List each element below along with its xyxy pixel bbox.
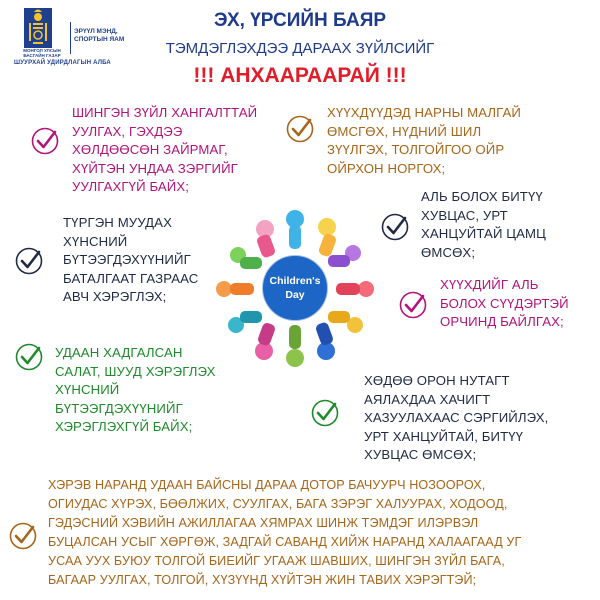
tip-line: БУЦАЛСАН УСЫГ ХӨРГӨЖ, ЗАДГАЙ САВАНД ХИЙЖ НАРАНД ХАЛААГААД УГ bbox=[48, 535, 522, 549]
tip-line: ХАЗУУЛАХААС СЭРГИЙЛЭХ, bbox=[364, 410, 549, 425]
childrens-day-illustration bbox=[210, 205, 380, 370]
tip-line: ГЭДЭСНИЙ ХЭВИЙН АЖИЛЛАГАА ХЯМРАХ ШИНЖ ТЭМДЭГ ИЛЭРВЭЛ bbox=[48, 516, 479, 530]
tip-line: ХҮНСНИЙ bbox=[55, 382, 120, 397]
tip-line: ХҮЙТЭН УНДАА ЗЭРГИЙГ bbox=[72, 160, 238, 176]
check-icon bbox=[310, 398, 340, 428]
tip-line: ХАНЦУЙТАЙ ЦАМЦ bbox=[421, 226, 546, 241]
tip-line: ОГИУДАС ХҮРЭХ, БӨӨЛЖИХ, СУУЛГАХ, БАГА ЗЭРЭГ ХАЛУУРАХ, ХОДООД, bbox=[48, 497, 508, 511]
tip-stored-salad bbox=[55, 344, 215, 437]
page-subtitle: ТЭМДЭГЛЭХДЭЭ ДАРААХ ЗҮЙЛСИЙГ bbox=[165, 40, 435, 57]
tip-line: ЗҮҮЛГЭХ, ТОЛГОЙГОО ОЙР bbox=[327, 142, 505, 157]
tip-line: АЯЛАХДАА ХАЧИГТ bbox=[364, 391, 491, 407]
logo-right-line2: СПОРТЫН ЯАМ bbox=[74, 35, 125, 43]
tip-line: ХУВЦАС, УРТ bbox=[421, 207, 508, 223]
tip-food-safety bbox=[63, 214, 198, 307]
tip-line: БАГААР УУЛГАХ, ТОЛГОЙ, ХҮЗҮҮНД ХҮЙТЭН ЖИН ТАВИХ ХЭРЭГТЭЙ; bbox=[48, 573, 477, 587]
tip-line: БАТАЛГААТ ГАЗРААС bbox=[63, 270, 199, 286]
center-label-line2: Day bbox=[285, 289, 305, 301]
tip-line: ХУВЦАС ӨМСӨХ; bbox=[364, 447, 477, 462]
soyombo-emblem-icon bbox=[24, 8, 52, 48]
tip-line: УУЛГАХГҮЙ БАЙХ; bbox=[72, 179, 190, 194]
tip-line: БҮТЭЭГДЭХҮҮНИЙГ bbox=[63, 252, 191, 267]
center-label-line1: Children's bbox=[269, 275, 321, 287]
tip-hydration bbox=[72, 104, 257, 197]
ministry-logo bbox=[12, 8, 132, 64]
logo-right-line1: ЭРҮҮЛ МЭНД, bbox=[74, 28, 118, 35]
tip-line: АЛЬ БОЛОХ БИТҮҮ bbox=[421, 189, 543, 204]
logo-left-text: МОНГОЛ УЛСЫН БАСГАЙН ГАЗАР bbox=[23, 48, 61, 58]
tip-line: ОРЧИНД БАЙЛГАХ; bbox=[440, 314, 564, 329]
tip-line: УУЛГАХ, ГЭХДЭЭ bbox=[72, 123, 183, 139]
tip-line: ШИНГЭН ЗҮЙЛ ХАНГАЛТТАЙ bbox=[72, 105, 258, 120]
check-icon bbox=[8, 521, 38, 551]
alert-heading: !!! АНХААРААРАЙ !!! bbox=[193, 64, 407, 87]
tip-line: УСАА УУХ БУЮУ ТОЛГОЙ БИЕИЙГ УГААЖ ШАВШИХ, ШИНГЭН ЗҮЙЛ БАГА, bbox=[48, 554, 505, 568]
tip-line: АВЧ ХЭРЭГЛЭХ; bbox=[63, 289, 167, 304]
tip-line: ХӨДӨӨ ОРОН НУТАГТ bbox=[364, 373, 510, 388]
check-icon bbox=[30, 126, 60, 156]
tip-line: ӨМСГӨХ, НҮДНИЙ ШИЛ bbox=[327, 123, 482, 139]
tip-line: ХЭРЭГЛЭХГҮЙ БАЙХ; bbox=[55, 419, 193, 434]
tip-line: ОЙРХОН НОРГОХ; bbox=[327, 160, 446, 176]
tip-line: ӨМСӨХ; bbox=[421, 244, 476, 260]
tip-sun-hat bbox=[327, 104, 521, 178]
tip-line: ТҮРГЭН МУУДАХ bbox=[63, 215, 172, 230]
check-icon bbox=[14, 342, 44, 372]
tip-line: ХҮҮХДҮҮДЭД НАРНЫ МАЛГАЙ bbox=[327, 105, 521, 120]
tip-line: УДААН ХАДГАЛСАН bbox=[55, 345, 183, 360]
logo-divider bbox=[70, 22, 71, 54]
logo-bottom-text: ШУУРХАЙ УДИРДЛАГЫН АЛБА bbox=[14, 60, 111, 66]
tip-long-sleeves bbox=[421, 188, 546, 262]
check-icon bbox=[285, 114, 315, 144]
tip-line: ХӨЛДӨӨСӨН ЗАЙРМАГ, bbox=[72, 142, 228, 157]
tip-line: ХЭРЭВ НАРАНД УДААН БАЙСНЫ ДАРАА ДОТОР БАЧУУРЧ НОЗООРОХ, bbox=[48, 478, 486, 492]
tip-heatstroke bbox=[48, 476, 521, 590]
tip-line: ХҮҮХДИЙГ АЛЬ bbox=[440, 277, 539, 292]
tip-shade bbox=[440, 276, 569, 332]
tip-line: УРТ ХАНЦУЙТАЙ, БИТҮҮ bbox=[364, 428, 524, 444]
page-title: ЭХ, ҮРСИЙН БАЯР bbox=[213, 10, 387, 31]
tip-ticks bbox=[364, 372, 548, 465]
tip-line: САЛАТ, ШУУД ХЭРЭГЛЭХ bbox=[55, 363, 216, 379]
check-icon bbox=[14, 246, 44, 276]
tip-line: БҮТЭЭГДЭХҮҮНИЙГ bbox=[55, 400, 183, 416]
check-icon bbox=[398, 290, 428, 320]
logo-right-text bbox=[74, 28, 124, 43]
tip-line: БОЛОХ СҮҮДЭРТЭЙ bbox=[440, 295, 569, 311]
check-icon bbox=[380, 212, 410, 242]
tip-line: ХҮНСНИЙ bbox=[63, 233, 128, 249]
